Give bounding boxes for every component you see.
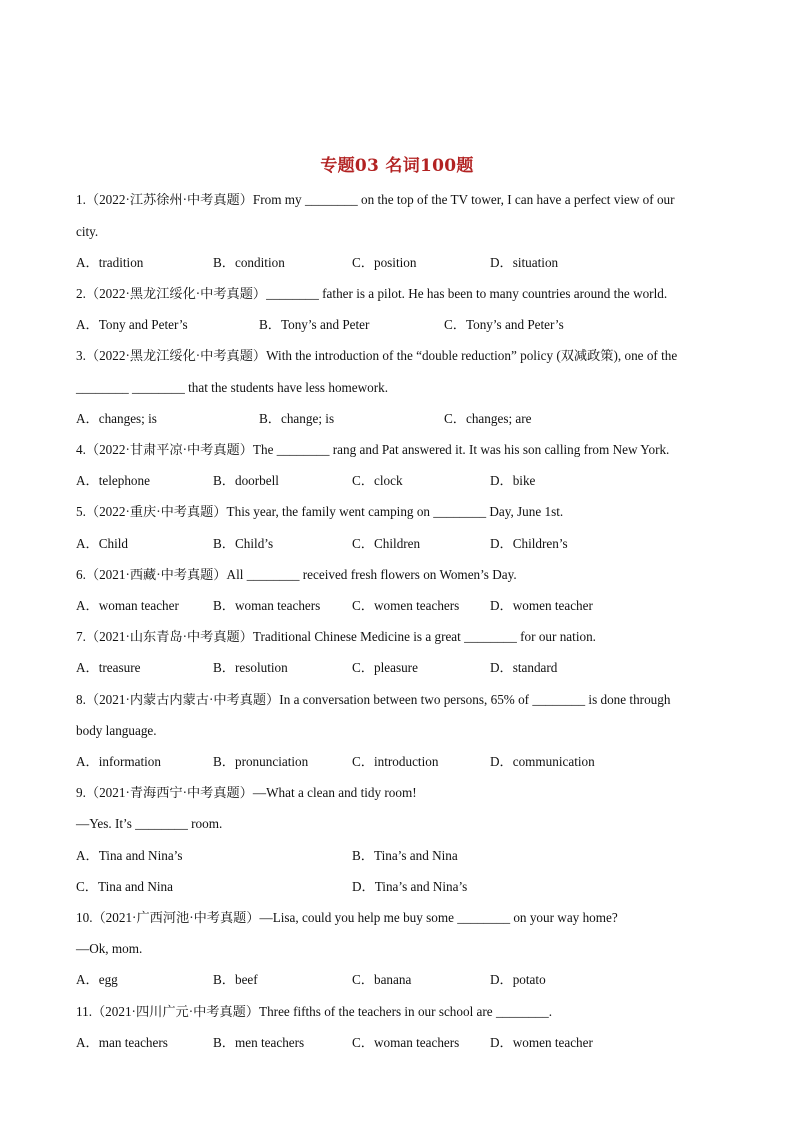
question-8-stem-cont: body language. — [76, 723, 157, 738]
option-d[interactable]: D．women teacher — [490, 1035, 593, 1050]
question-1-stem: 1.（2022·江苏徐州·中考真题）From my ________ on the top of the TV tower, I can have a perfect view of our — [76, 192, 675, 207]
option-a[interactable]: A．woman teacher — [76, 598, 179, 613]
option-a[interactable]: A．changes; is — [76, 411, 157, 426]
option-b[interactable]: B．pronunciation — [213, 754, 309, 769]
option-d[interactable]: D．bike — [490, 473, 536, 488]
option-b[interactable]: B．condition — [213, 255, 285, 270]
question-9-stem-cont: —Yes. It’s ________ room. — [76, 816, 223, 831]
option-c[interactable]: C．banana — [352, 972, 412, 987]
option-c[interactable]: C．position — [352, 255, 417, 270]
option-d[interactable]: D．communication — [490, 754, 595, 769]
option-a[interactable]: A．telephone — [76, 473, 150, 488]
option-d[interactable]: D．standard — [490, 660, 558, 675]
option-a[interactable]: A．Child — [76, 536, 129, 551]
option-b[interactable]: B．resolution — [213, 660, 288, 675]
question-2-stem: 2.（2022·黑龙江绥化·中考真题）________ father is a pilot. He has been to many countries around the world. — [76, 286, 668, 301]
option-a[interactable]: A．treasure — [76, 660, 141, 675]
option-b[interactable]: B．Tony’s and Peter — [259, 317, 370, 332]
option-c[interactable]: C．clock — [352, 473, 403, 488]
question-10-stem-cont: —Ok, mom. — [76, 941, 143, 956]
question-3-stem: 3.（2022·黑龙江绥化·中考真题）With the introduction of the “double reduction” policy (双减政策), one of the — [76, 348, 678, 363]
option-d[interactable]: D．Children’s — [490, 536, 568, 551]
option-b[interactable]: B．change; is — [259, 411, 335, 426]
option-b[interactable]: B．Tina’s and Nina — [352, 848, 458, 863]
question-8-stem: 8.（2021·内蒙古内蒙古·中考真题）In a conversation between two persons, 65% of ________ is done through — [76, 692, 671, 707]
question-9-stem: 9.（2021·青海西宁·中考真题）—What a clean and tidy room! — [76, 785, 417, 800]
option-b[interactable]: B．doorbell — [213, 473, 279, 488]
option-a[interactable]: A．Tony and Peter’s — [76, 317, 188, 332]
option-a[interactable]: A．tradition — [76, 255, 144, 270]
option-b[interactable]: B．Child’s — [213, 536, 274, 551]
option-c[interactable]: C．pleasure — [352, 660, 418, 675]
option-d[interactable]: D．Tina’s and Nina’s — [352, 879, 468, 894]
option-b[interactable]: B．men teachers — [213, 1035, 305, 1050]
option-b[interactable]: B．beef — [213, 972, 258, 987]
question-10-stem: 10.（2021·广西河池·中考真题）—Lisa, could you help me buy some ________ on your way home? — [76, 910, 618, 925]
option-a[interactable]: A．egg — [76, 972, 118, 987]
question-1-stem-cont: city. — [76, 224, 99, 239]
question-3-stem-cont: ________ ________ that the students have less homework. — [76, 380, 389, 395]
option-c[interactable]: C．Tina and Nina — [76, 879, 173, 894]
option-c[interactable]: C．changes; are — [444, 411, 532, 426]
question-5-stem: 5.（2022·重庆·中考真题）This year, the family went camping on ________ Day, June 1st. — [76, 504, 564, 519]
question-4-stem: 4.（2022·甘肃平凉·中考真题）The ________ rang and Pat answered it. It was his son calling from New York. — [76, 442, 670, 457]
option-c[interactable]: C．woman teachers — [352, 1035, 460, 1050]
option-c[interactable]: C．women teachers — [352, 598, 460, 613]
option-a[interactable]: A．Tina and Nina’s — [76, 848, 183, 863]
option-a[interactable]: A．man teachers — [76, 1035, 168, 1050]
option-c[interactable]: C．introduction — [352, 754, 439, 769]
option-c[interactable]: C．Children — [352, 536, 421, 551]
option-b[interactable]: B．woman teachers — [213, 598, 321, 613]
option-d[interactable]: D．situation — [490, 255, 559, 270]
option-a[interactable]: A．information — [76, 754, 161, 769]
option-d[interactable]: D．potato — [490, 972, 546, 987]
question-7-stem: 7.（2021·山东青岛·中考真题）Traditional Chinese Medicine is a great ________ for our nation. — [76, 629, 596, 644]
question-11-stem: 11.（2021·四川广元·中考真题）Three fifths of the teachers in our school are ________. — [76, 1004, 552, 1019]
option-d[interactable]: D．women teacher — [490, 598, 593, 613]
page-title: 专题03 名词100题 — [320, 156, 474, 176]
option-c[interactable]: C．Tony’s and Peter’s — [444, 317, 564, 332]
question-6-stem: 6.（2021·西藏·中考真题）All ________ received fresh flowers on Women’s Day. — [76, 567, 517, 582]
